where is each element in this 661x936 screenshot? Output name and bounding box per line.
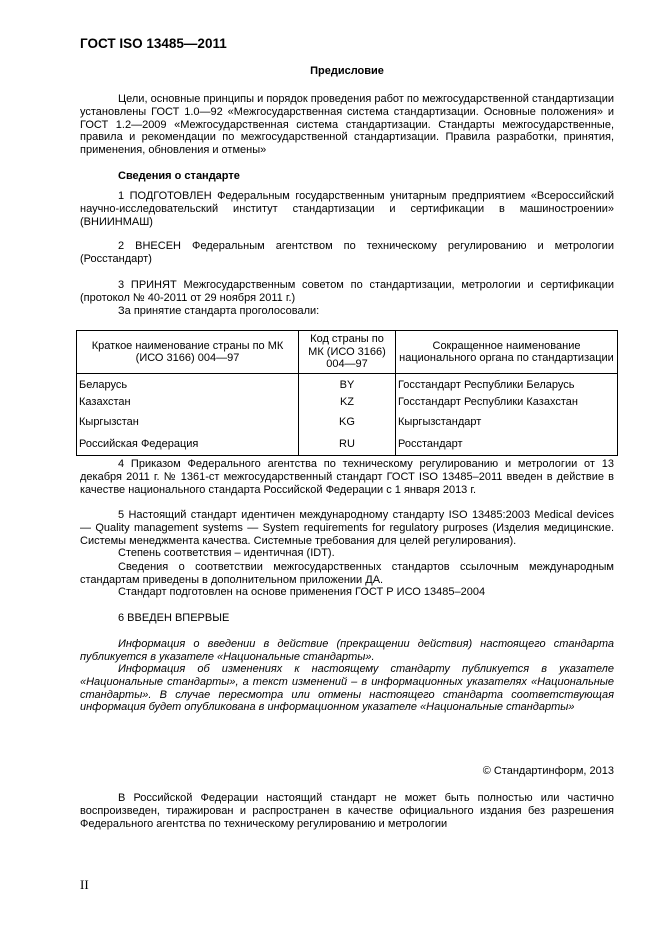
legal-notice: В Российской Федерации настоящий стандарт не может быть полностью или частично воспроизведен, тиражирован и распространен в качестве официального издания без разрешения Федерального агентства по техническому регулированию и метрологии [80,792,614,830]
item-6: 6 ВВЕДЕН ВПЕРВЫЕ [118,612,230,624]
table-cell-body: Госстандарт Республики Беларусь [396,374,618,395]
table-cell-country: Российская Федерация [77,433,299,456]
table-row [77,433,618,456]
copyright-line: © Стандартинформ, 2013 [482,765,614,777]
notice-paragraph-2: Информация об изменениях к настоящему стандарту публикуется в указателе «Национальные стандарты», а текст изменений – в информационных указателях «Национальные стандарты». В случае пересмотра или отмены настоящего стандарта соответствующая информация будет опубликована в информационном указателе «Национальные стандарты» [80,663,614,714]
table-header-body: Сокращенное наименование национального органа по стандартизации [396,331,618,374]
item-4: 4 Приказом Федерального агентства по техническому регулированию и метрологии от 13 декабря 2011 г. № 1361-ст межгосударственный стандарт ГОСТ ISO 13485–2011 введен в действие в качестве национального стандарта Российской Федерации с 1 января 2013 г. [80,458,614,496]
table-row [77,374,618,395]
foreword-title: Предисловие [310,65,384,77]
table-header-country: Краткое наименование страны по МК (ИСО 3166) 004—97 [77,331,299,374]
table-cell-country: Беларусь [77,374,299,395]
foreword-text: Цели, основные принципы и порядок проведения работ по межгосударственной стандартизации установлены ГОСТ 1.0—92 «Межгосударственная система стандартизации. Основные положения» и ГОСТ 1.2—2009 «Межгосударственная система стандартизации. Стандарты межгосударственные, правила и рекомендации по межгосударственной стандартизации. Правила разработки, принятия, применения, обновления и отмены» [80,93,614,157]
table-cell-code: BY [299,374,396,395]
table-cell-country: Кыргызстан [77,411,299,433]
table-cell-code: KZ [299,394,396,411]
table-cell-body: Госстандарт Республики Казахстан [396,394,618,411]
standard-id-header: ГОСТ ISO 13485—2011 [80,36,227,51]
table-cell-country: Казахстан [77,394,299,411]
notice-paragraph-1: Информация о введении в действие (прекращении действия) настоящего стандарта публикуется в указателе «Национальные стандарты». [80,638,614,663]
table-cell-code: KG [299,411,396,433]
vote-label: За принятие стандарта проголосовали: [118,305,320,317]
table-header-row [77,331,618,374]
info-item-3: 3 ПРИНЯТ Межгосударственным советом по стандартизации, метрологии и сертификации (протокол № 40-2011 от 29 ноября 2011 г.) [80,279,614,304]
item-5-references: Сведения о соответствии межгосударственных стандартов ссылочным международным стандартам приведены в дополнительном приложении ДА. [80,561,614,586]
standard-info-title: Сведения о стандарте [118,170,240,182]
item-5: 5 Настоящий стандарт идентичен международному стандарту ISO 13485:2003 Medical devices — Quality management systems — System requirements for regulatory purposes (Изделия медицинские. Системы менеджмента качества. Системные требования для целей регулирования). [80,509,614,547]
table-row [77,411,618,433]
table-row [77,394,618,411]
table-header-code: Код страны по МК (ИСО 3166) 004—97 [299,331,396,374]
table-cell-body: Росстандарт [396,433,618,456]
table-cell-code: RU [299,433,396,456]
info-item-1: 1 ПОДГОТОВЛЕН Федеральным государственным унитарным предприятием «Всероссийский научно-исследовательский институт стандартизации и сертификации в машиностроении» (ВНИИНМАШ) [80,190,614,228]
voting-countries-table [76,330,618,456]
item-5-degree: Степень соответствия – идентичная (IDT). [118,547,335,559]
page-number: II [80,877,89,892]
item-5-basis: Стандарт подготовлен на основе применения ГОСТ Р ИСО 13485–2004 [118,586,486,598]
table-cell-body: Кыргызстандарт [396,411,618,433]
info-item-2: 2 ВНЕСЕН Федеральным агентством по техническому регулированию и метрологии (Росстандарт) [80,240,614,265]
